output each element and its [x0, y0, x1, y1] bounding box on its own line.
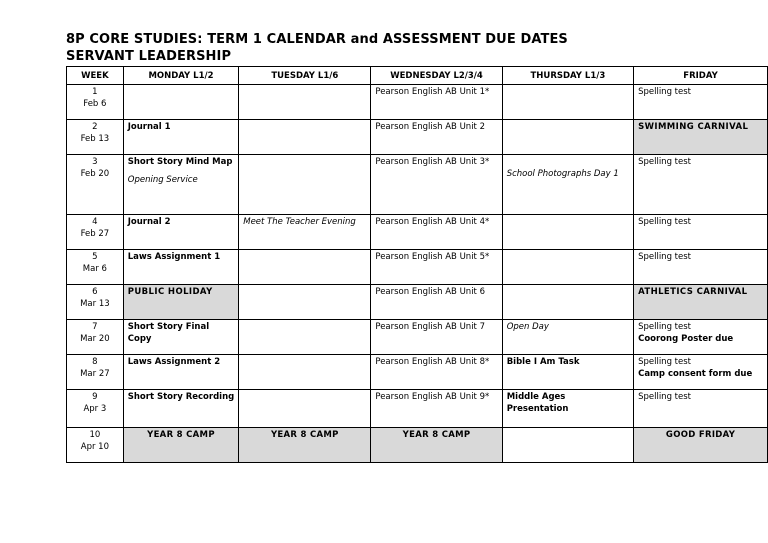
friday-due: Camp consent form due — [638, 369, 753, 379]
week-cell — [67, 285, 124, 320]
wednesday-cell: Pearson English AB Unit 2 — [371, 120, 502, 155]
week-cell — [67, 120, 124, 155]
week-date: Mar 20 — [80, 334, 110, 344]
monday-cell: PUBLIC HOLIDAY — [123, 285, 238, 320]
week-date: Apr 3 — [83, 404, 107, 414]
header-monday: MONDAY L1/2 — [123, 67, 238, 85]
week-date: Feb 27 — [80, 229, 110, 239]
friday-cell: Spelling test — [634, 250, 768, 285]
wednesday-cell: Pearson English AB Unit 5* — [371, 250, 502, 285]
friday-task: Spelling test — [638, 357, 691, 367]
tuesday-cell — [239, 390, 371, 428]
week-number: 6 — [92, 287, 98, 297]
table-row — [67, 320, 768, 355]
header-tuesday: TUESDAY L1/6 — [239, 67, 371, 85]
monday-event: Opening Service — [127, 175, 198, 185]
monday-cell: YEAR 8 CAMP — [123, 428, 238, 463]
week-number: 8 — [92, 357, 98, 367]
week-number: 10 — [89, 430, 101, 440]
week-cell — [67, 355, 124, 390]
week-number: 3 — [92, 157, 98, 167]
table-row — [67, 285, 768, 320]
thursday-event: School Photographs Day 1 — [506, 169, 619, 179]
thursday-cell: Open Day — [502, 320, 633, 355]
week-date: Mar 6 — [82, 264, 107, 274]
thursday-cell: Middle Ages Presentation — [502, 390, 633, 428]
table-row — [67, 155, 768, 215]
friday-cell: ATHLETICS CARNIVAL — [634, 285, 768, 320]
thursday-cell — [502, 120, 633, 155]
wednesday-cell: Pearson English AB Unit 4* — [371, 215, 502, 250]
week-number: 7 — [92, 322, 98, 332]
header-thursday: THURSDAY L1/3 — [502, 67, 633, 85]
week-cell — [67, 250, 124, 285]
thursday-cell — [502, 85, 633, 120]
monday-cell: Laws Assignment 2 — [123, 355, 238, 390]
tuesday-cell — [239, 320, 371, 355]
monday-cell — [123, 155, 238, 215]
monday-cell: Laws Assignment 1 — [123, 250, 238, 285]
wednesday-cell: Pearson English AB Unit 6 — [371, 285, 502, 320]
table-row — [67, 120, 768, 155]
header-week: WEEK — [67, 67, 124, 85]
week-cell — [67, 428, 124, 463]
monday-task: Short Story Mind Map — [127, 157, 233, 167]
week-date: Feb 20 — [80, 169, 110, 179]
monday-cell: Short Story Final Copy — [123, 320, 238, 355]
week-cell — [67, 215, 124, 250]
week-date: Apr 10 — [80, 442, 109, 452]
monday-cell: Short Story Recording — [123, 390, 238, 428]
thursday-cell: Bible I Am Task — [502, 355, 633, 390]
thursday-cell — [502, 285, 633, 320]
monday-cell: Journal 2 — [123, 215, 238, 250]
monday-cell — [123, 85, 238, 120]
tuesday-cell: YEAR 8 CAMP — [239, 428, 371, 463]
thursday-cell — [502, 215, 633, 250]
wednesday-cell: YEAR 8 CAMP — [371, 428, 502, 463]
friday-cell: Spelling test — [634, 215, 768, 250]
header-wednesday: WEDNESDAY L2/3/4 — [371, 67, 502, 85]
page-subtitle: SERVANT LEADERSHIP — [66, 49, 232, 64]
table-row — [67, 215, 768, 250]
week-cell — [67, 85, 124, 120]
page-title: 8P CORE STUDIES: TERM 1 CALENDAR and ASSESSMENT DUE DATES — [66, 32, 568, 47]
table-row — [67, 250, 768, 285]
thursday-cell — [502, 155, 633, 215]
monday-cell: Journal 1 — [123, 120, 238, 155]
calendar-table — [66, 66, 768, 463]
friday-cell: Spelling test — [634, 390, 768, 428]
wednesday-cell: Pearson English AB Unit 3* — [371, 155, 502, 215]
table-row — [67, 85, 768, 120]
tuesday-cell — [239, 85, 371, 120]
week-number: 1 — [92, 87, 98, 97]
week-number: 5 — [92, 252, 98, 262]
thursday-cell — [502, 428, 633, 463]
week-number: 9 — [92, 392, 98, 402]
friday-due: Coorong Poster due — [638, 334, 734, 344]
week-cell — [67, 155, 124, 215]
tuesday-cell — [239, 285, 371, 320]
week-date: Mar 27 — [80, 369, 110, 379]
friday-cell: GOOD FRIDAY — [634, 428, 768, 463]
table-row — [67, 428, 768, 463]
friday-task: Spelling test — [638, 322, 691, 332]
friday-cell — [634, 355, 768, 390]
thursday-cell — [502, 250, 633, 285]
wednesday-cell: Pearson English AB Unit 9* — [371, 390, 502, 428]
friday-cell — [634, 320, 768, 355]
tuesday-cell — [239, 155, 371, 215]
week-date: Mar 13 — [80, 299, 110, 309]
table-row — [67, 355, 768, 390]
tuesday-cell — [239, 250, 371, 285]
week-date: Feb 13 — [80, 134, 110, 144]
friday-cell: SWIMMING CARNIVAL — [634, 120, 768, 155]
wednesday-cell: Pearson English AB Unit 8* — [371, 355, 502, 390]
header-row — [67, 67, 768, 85]
week-number: 4 — [92, 217, 98, 227]
week-date: Feb 6 — [83, 99, 107, 109]
tuesday-cell: Meet The Teacher Evening — [239, 215, 371, 250]
week-number: 2 — [92, 122, 98, 132]
tuesday-cell — [239, 355, 371, 390]
week-cell — [67, 320, 124, 355]
week-cell — [67, 390, 124, 428]
table-row — [67, 390, 768, 428]
tuesday-cell — [239, 120, 371, 155]
friday-cell: Spelling test — [634, 155, 768, 215]
wednesday-cell: Pearson English AB Unit 7 — [371, 320, 502, 355]
wednesday-cell: Pearson English AB Unit 1* — [371, 85, 502, 120]
friday-cell: Spelling test — [634, 85, 768, 120]
header-friday: FRIDAY — [634, 67, 768, 85]
